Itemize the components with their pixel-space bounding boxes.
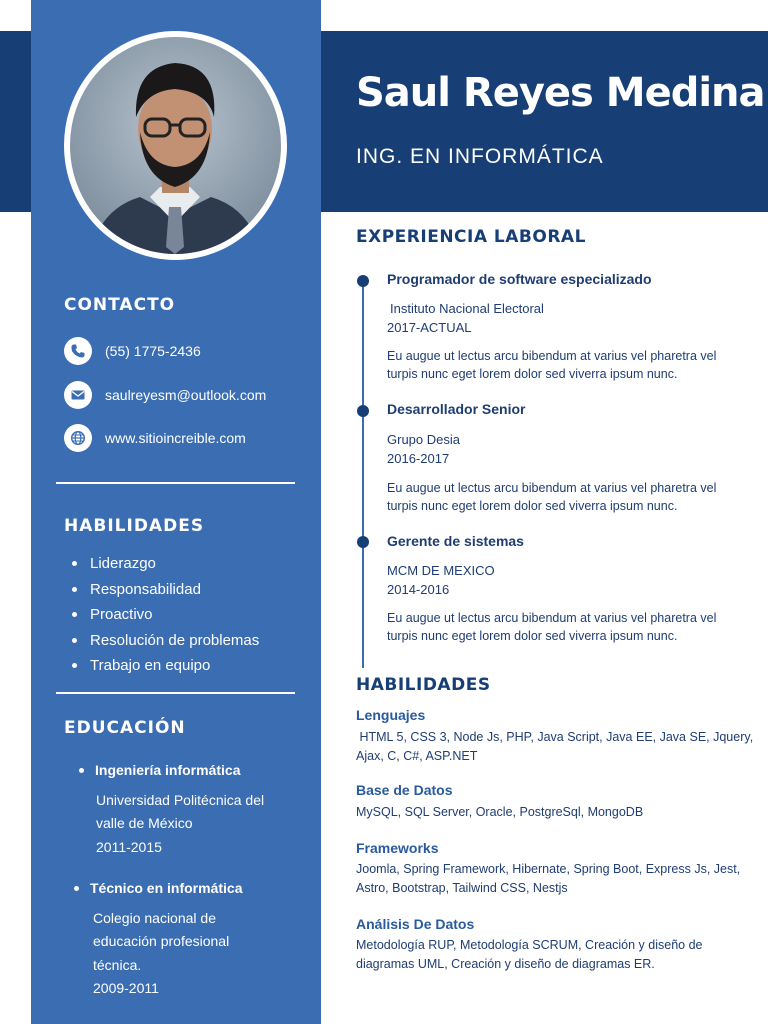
- job-title: Programador de software especializado: [387, 271, 652, 287]
- job-period: 2017-ACTUAL: [387, 320, 472, 335]
- soft-skills-list: [72, 551, 259, 679]
- experience-timeline: [362, 278, 364, 668]
- contact-website[interactable]: [64, 424, 246, 452]
- sidebar-divider: [56, 482, 295, 484]
- candidate-name: Saul Reyes Medina: [356, 70, 765, 116]
- bullet-icon: [72, 638, 77, 643]
- timeline-dot: [357, 275, 369, 287]
- candidate-role: ING. EN INFORMÁTICA: [356, 145, 604, 168]
- bullet-icon: [72, 561, 77, 566]
- list-item: Liderazgo: [72, 551, 259, 577]
- phone-icon: [64, 337, 92, 365]
- bullet-icon: [72, 612, 77, 617]
- list-item: Responsabilidad: [72, 577, 259, 603]
- skill-list: Joomla, Spring Framework, Hibernate, Spring Boot, Express Js, Jest, Astro, Bootstrap, Tailwind CSS, Nestjs: [356, 862, 741, 895]
- job-description: Eu augue ut lectus arcu bibendum at varius vel pharetra vel turpis nunc eget lorem dolor sed viverra ipsum nunc.: [387, 611, 717, 643]
- job-title: Gerente de sistemas: [387, 533, 524, 549]
- bullet-icon: [79, 768, 84, 773]
- profile-photo: [70, 37, 281, 254]
- job-company: MCM DE MEXICO: [387, 563, 495, 578]
- skill-category: Lenguajes: [356, 707, 426, 723]
- education-item-details: Colegio nacional de educación profesional técnica. 2009-2011: [93, 910, 230, 996]
- list-item: Trabajo en equipo: [72, 653, 259, 679]
- education-heading: EDUCACIÓN: [64, 718, 186, 738]
- bullet-icon: [72, 663, 77, 668]
- soft-skills-heading: HABILIDADES: [64, 516, 205, 536]
- list-item: Proactivo: [72, 602, 259, 628]
- job-description: Eu augue ut lectus arcu bibendum at varius vel pharetra vel turpis nunc eget lorem dolor sed viverra ipsum nunc.: [387, 481, 717, 513]
- skill-category: Análisis De Datos: [356, 916, 475, 932]
- contact-heading: CONTACTO: [64, 295, 176, 315]
- contact-website-text[interactable]: www.sitioincreible.com: [105, 430, 246, 446]
- globe-icon: [64, 424, 92, 452]
- contact-phone-text: (55) 1775-2436: [105, 343, 201, 359]
- contact-phone: [64, 337, 201, 365]
- sidebar-divider: [56, 692, 295, 694]
- skill-list: Metodología RUP, Metodología SCRUM, Creación y diseño de diagramas UML, Creación y diseño de diagramas ER.: [356, 938, 703, 971]
- education-item-title: Ingeniería informática: [79, 762, 240, 778]
- job-title: Desarrollador Senior: [387, 401, 526, 417]
- contact-email-text[interactable]: saulreyesm@outlook.com: [105, 387, 267, 403]
- list-item: Resolución de problemas: [72, 628, 259, 654]
- tech-skills-heading: HABILIDADES: [356, 675, 491, 695]
- experience-heading: EXPERIENCIA LABORAL: [356, 227, 586, 247]
- education-item-details: Universidad Politécnica del valle de México 2011-2015: [96, 792, 265, 855]
- timeline-dot: [357, 536, 369, 548]
- skill-category: Frameworks: [356, 840, 439, 856]
- skill-list: HTML 5, CSS 3, Node Js, PHP, Java Script, Java EE, Java SE, Jquery, Ajax, C, C#, ASP.NET: [356, 730, 754, 763]
- mail-icon: [64, 381, 92, 409]
- skill-list: MySQL, SQL Server, Oracle, PostgreSql, MongoDB: [356, 805, 644, 819]
- bullet-icon: [72, 587, 77, 592]
- skill-category: Base de Datos: [356, 782, 453, 798]
- bullet-icon: [74, 886, 79, 891]
- job-description: Eu augue ut lectus arcu bibendum at varius vel pharetra vel turpis nunc eget lorem dolor sed viverra ipsum nunc.: [387, 349, 717, 381]
- contact-email[interactable]: [64, 381, 266, 409]
- timeline-dot: [357, 405, 369, 417]
- job-company: Grupo Desia: [387, 432, 460, 447]
- job-company: Instituto Nacional Electoral: [390, 301, 544, 316]
- job-period: 2016-2017: [387, 451, 450, 466]
- education-item-title: Técnico en informática: [74, 880, 242, 896]
- job-period: 2014-2016: [387, 582, 450, 597]
